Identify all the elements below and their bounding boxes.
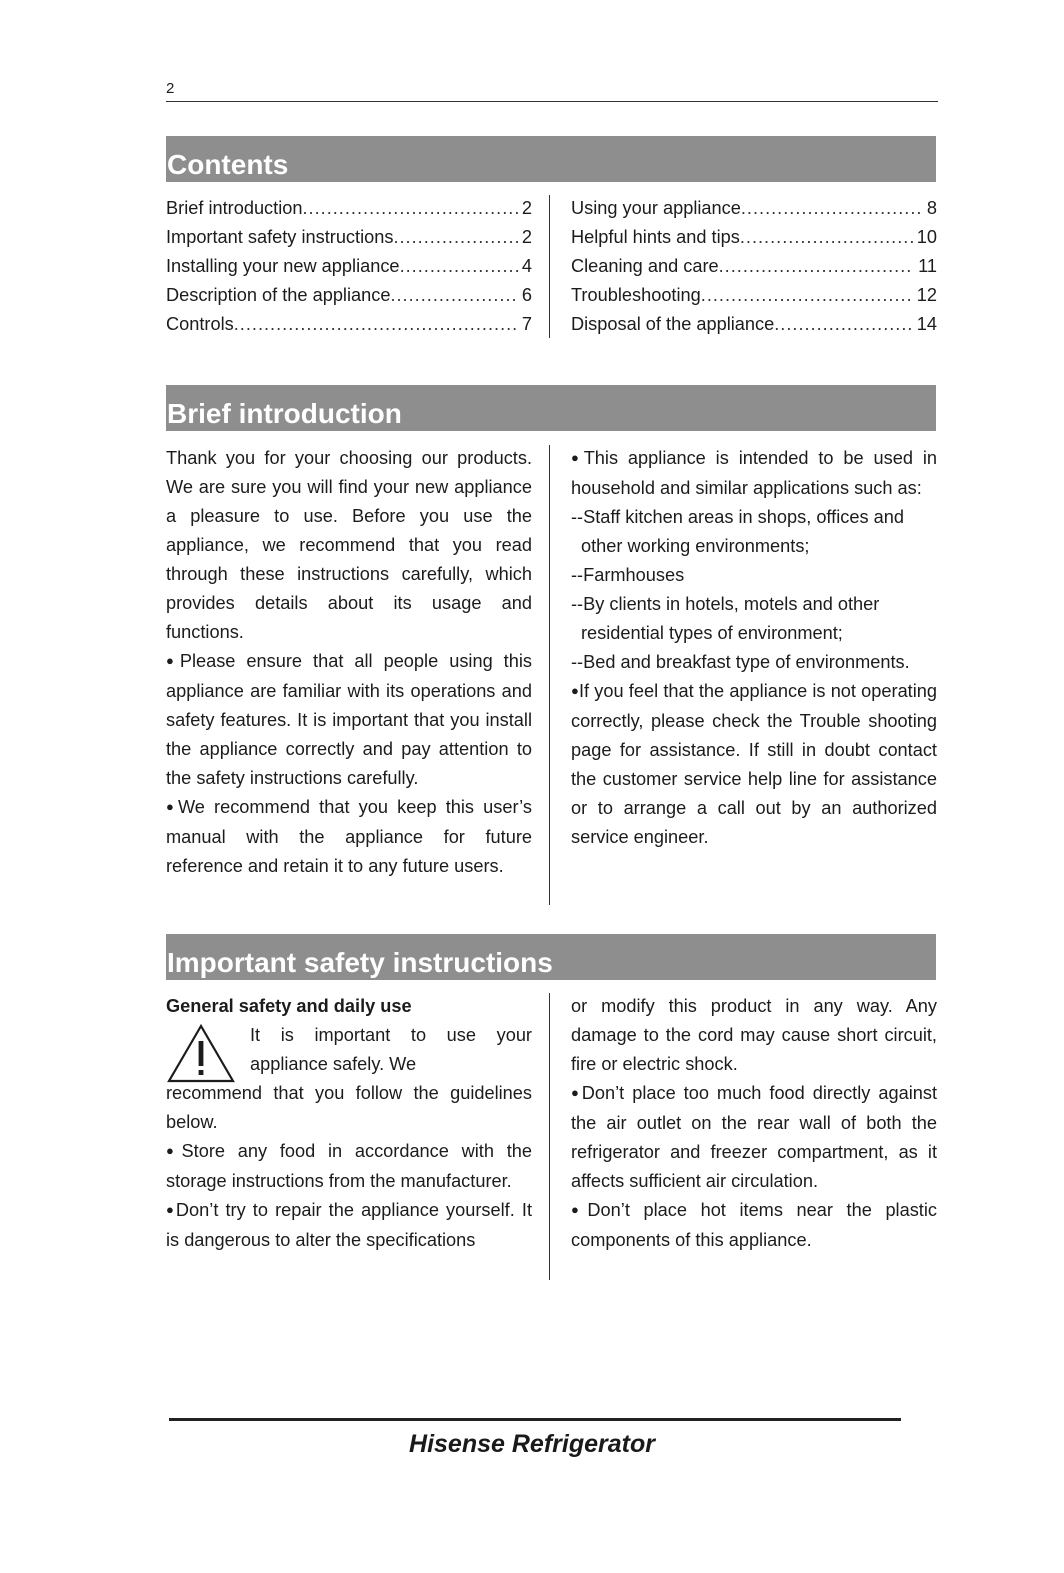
brief-column-divider (549, 445, 550, 905)
bullet-text: If you feel that the appliance is not operating correctly, please check the Trouble shooting page for assistance. If still in doubt contact the customer service help line for assistance or to arrange a call out by an authorized service engineer. (571, 681, 938, 847)
bullet-dot-icon: ● (166, 799, 178, 814)
toc-entry[interactable] (166, 281, 532, 310)
toc-entry-title: Brief introduction (166, 198, 303, 218)
toc-entry-title: Cleaning and care (571, 256, 719, 276)
bullet-dot-icon: ● (571, 1085, 582, 1100)
toc-right-column (571, 194, 937, 339)
bullet-item (571, 677, 937, 852)
toc-leader-dots (302, 194, 517, 223)
toc-leader-dots (400, 252, 518, 281)
toc-leader-dots (393, 223, 517, 252)
brief-right-column (571, 444, 937, 852)
bullet-item (166, 1196, 532, 1255)
brief-left-column (166, 444, 532, 881)
bullet-dot-icon: ● (166, 1143, 182, 1158)
dash-item-continued: other working environments; (581, 536, 810, 556)
toc-leader-dots (741, 194, 923, 223)
brief-introduction-title: Brief introduction (167, 398, 402, 429)
warning-triangle-icon (166, 1023, 236, 1083)
dash-item-continued: residential types of environment; (581, 623, 843, 643)
warning-block (166, 1021, 532, 1079)
bullet-text: Don’t place hot items near the plastic components of this appliance. (571, 1200, 937, 1250)
toc-entry[interactable] (571, 281, 937, 310)
bullet-dot-icon: ● (571, 450, 584, 465)
contents-title: Contents (167, 149, 289, 180)
page-number: 2 (166, 80, 175, 97)
toc-entry-title: Helpful hints and tips (571, 227, 740, 247)
toc-leader-dots (740, 223, 913, 252)
toc-column-divider (549, 195, 550, 338)
warning-text: It is important to use your appliance safely. We (250, 1025, 532, 1074)
bullet-text: We recommend that you keep this user’s manual with the appliance for future reference and retain it to any future users. (166, 797, 532, 876)
toc-entry[interactable] (571, 223, 937, 252)
warning-text-continued: recommend that you follow the guidelines below. (166, 1083, 532, 1132)
contents-banner (166, 136, 936, 182)
footer-rule (169, 1418, 901, 1421)
intro-paragraph: Thank you for your choosing our products. We are sure you will find your new appliance a pleasure to use. Before you use the appliance, we recommend that you read through these instructions carefully, which provides details about its usage and functions. (166, 448, 532, 642)
safety-left-column (166, 992, 532, 1255)
toc-entry-title: Controls (166, 314, 234, 334)
safety-instructions-banner (166, 934, 936, 980)
toc-entry-page: 8 (926, 198, 937, 218)
safety-column-divider (549, 993, 550, 1280)
toc-entry-title: Installing your new appliance (166, 256, 400, 276)
toc-leader-dots (701, 281, 913, 310)
bullet-text: Store any food in accordance with the storage instructions from the manufacturer. (166, 1141, 532, 1191)
brief-introduction-banner (166, 385, 936, 431)
toc-entry-page: 14 (916, 314, 937, 334)
bullet-dot-icon: ● (166, 1202, 176, 1217)
toc-entry[interactable] (571, 310, 937, 339)
toc-entry[interactable] (571, 194, 937, 223)
toc-leader-dots (234, 310, 518, 339)
toc-entry-page: 6 (521, 285, 532, 305)
toc-leader-dots (774, 310, 913, 339)
toc-entry-page: 4 (521, 256, 532, 276)
toc-entry-page: 2 (521, 198, 532, 218)
dash-item: --Farmhouses (571, 565, 685, 585)
toc-entry-page: 7 (521, 314, 532, 334)
bullet-item (166, 647, 532, 793)
toc-entry[interactable] (166, 194, 532, 223)
dash-item: --Bed and breakfast type of environments. (571, 652, 910, 672)
subheading: General safety and daily use (166, 996, 412, 1016)
bullet-dot-icon: ● (571, 1202, 588, 1217)
bullet-item (571, 1079, 937, 1196)
toc-entry-page: 10 (916, 227, 937, 247)
toc-entry-title: Using your appliance (571, 198, 741, 218)
toc-leader-dots (719, 252, 914, 281)
toc-entry-title: Troubleshooting (571, 285, 701, 305)
bullet-item (166, 1137, 532, 1196)
header-rule (166, 101, 938, 102)
toc-entry[interactable] (571, 252, 937, 281)
toc-entry-title: Disposal of the appliance (571, 314, 775, 334)
bullet-dot-icon: ● (571, 683, 579, 698)
toc-entry[interactable] (166, 310, 532, 339)
safety-instructions-title: Important safety instructions (167, 947, 553, 978)
continued-paragraph: or modify this product in any way. Any damage to the cord may cause short circuit, fire or electric shock. (571, 996, 937, 1074)
safety-right-column (571, 992, 937, 1255)
bullet-item (166, 793, 532, 881)
toc-entry-title: Important safety instructions (166, 227, 394, 247)
toc-entry-page: 12 (916, 285, 937, 305)
bullet-text: Don’t place too much food directly against the air outlet on the rear wall of both the refrigerator and freezer compartment, as it affects sufficient air circulation. (571, 1083, 937, 1191)
bullet-text: Don’t try to repair the appliance yourself. It is dangerous to alter the specifications (166, 1200, 532, 1250)
dash-item: --Staff kitchen areas in shops, offices and (571, 507, 904, 527)
brand-logo: Hisense Refrigerator (409, 1430, 655, 1458)
toc-leader-dots (390, 281, 517, 310)
bullet-item (571, 444, 937, 503)
bullet-dot-icon: ● (166, 653, 180, 668)
bullet-text: This appliance is intended to be used in household and similar applications such as: (571, 448, 937, 498)
toc-left-column (166, 194, 532, 339)
toc-entry[interactable] (166, 223, 532, 252)
bullet-text: Please ensure that all people using this appliance are familiar with its operations and safety features. It is important that you install the appliance correctly and pay attention to the safety instructions carefully. (166, 651, 532, 788)
toc-entry[interactable] (166, 252, 532, 281)
dash-item: --By clients in hotels, motels and other (571, 594, 880, 614)
toc-entry-title: Description of the appliance (166, 285, 391, 305)
bullet-item (571, 1196, 937, 1255)
toc-entry-page: 2 (521, 227, 532, 247)
toc-entry-page: 11 (918, 256, 937, 276)
